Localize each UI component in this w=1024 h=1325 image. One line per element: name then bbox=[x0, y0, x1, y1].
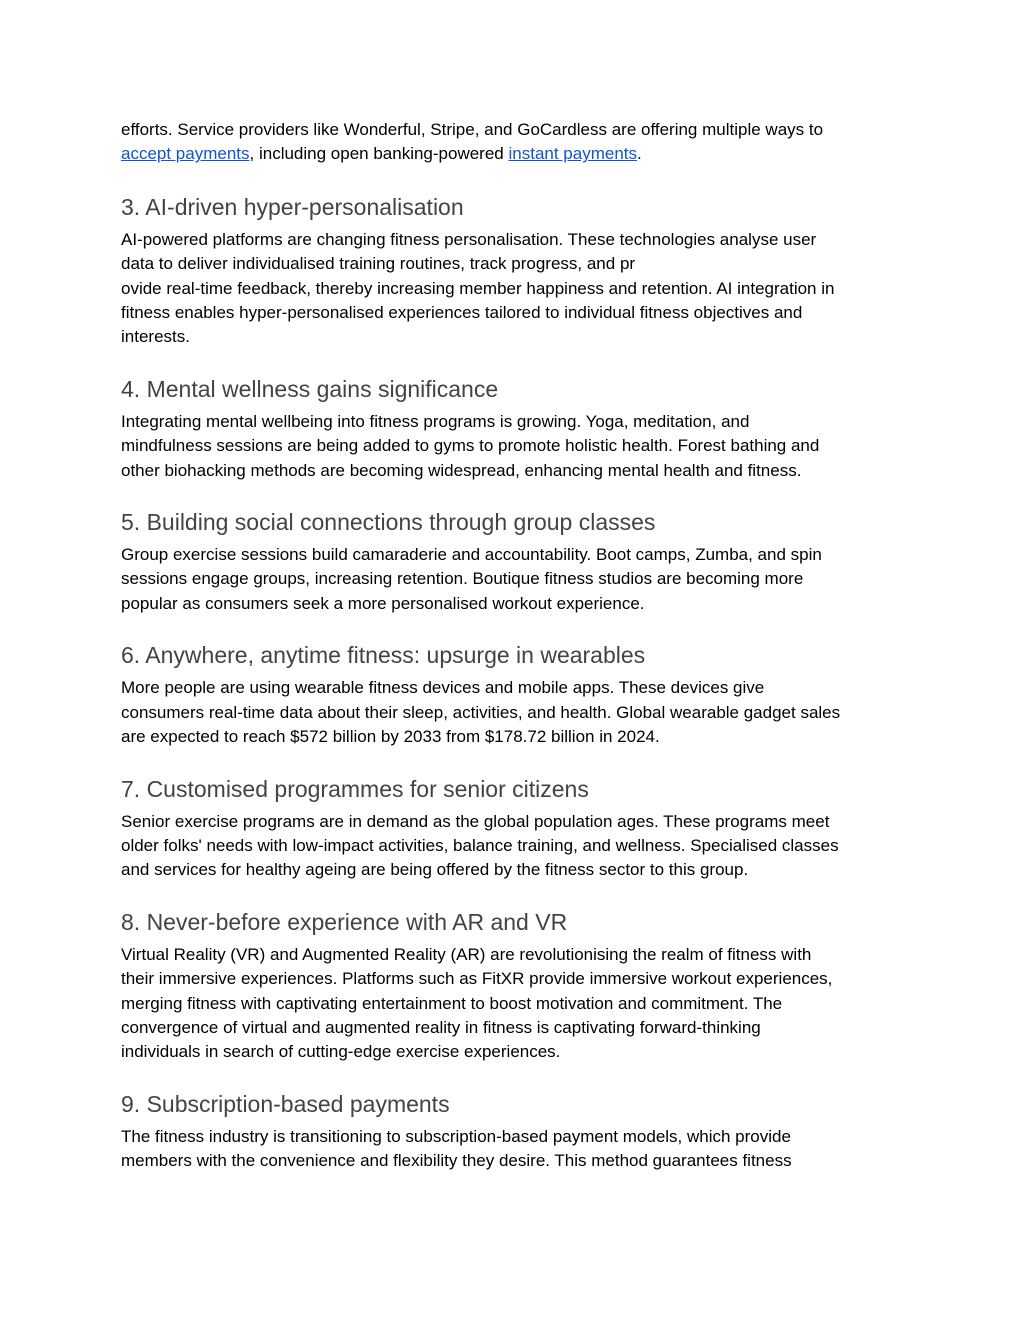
paragraph-line: consumers real-time data about their sleep, activities, and health. Global wearable gadget sales bbox=[121, 702, 841, 722]
paragraph-line: Group exercise sessions build camaraderie and accountability. Boot camps, Zumba, and spin bbox=[121, 545, 822, 565]
paragraph-line: The fitness industry is transitioning to subscription-based payment models, which provide bbox=[121, 1126, 791, 1146]
paragraph-line: and services for healthy ageing are being offered by the fitness sector to this group. bbox=[121, 860, 749, 880]
intro-mid-text: , including open banking-powered bbox=[249, 144, 509, 164]
section-body bbox=[121, 1125, 911, 1174]
paragraph-line: interests. bbox=[121, 327, 190, 347]
paragraph-line: data to deliver individualised training routines, track progress, and pr bbox=[121, 254, 636, 274]
section-heading: 9. Subscription-based payments bbox=[121, 1090, 450, 1117]
section-body bbox=[121, 676, 911, 749]
instant-payments-link[interactable]: instant payments bbox=[508, 144, 637, 164]
paragraph-line: ovide real-time feedback, thereby increasing member happiness and retention. AI integration in bbox=[121, 278, 835, 298]
section-body bbox=[121, 410, 911, 483]
paragraph-line: Senior exercise programs are in demand as the global population ages. These programs meet bbox=[121, 811, 830, 831]
section-wearables bbox=[121, 640, 911, 749]
paragraph-line: members with the convenience and flexibility they desire. This method guarantees fitness bbox=[121, 1151, 792, 1171]
section-senior-citizens bbox=[121, 774, 911, 883]
section-ar-vr bbox=[121, 907, 911, 1065]
intro-end-text: . bbox=[637, 144, 642, 164]
section-body bbox=[121, 543, 911, 616]
section-ai-personalisation bbox=[121, 192, 911, 350]
intro-paragraph bbox=[121, 118, 911, 167]
intro-line-1: efforts. Service providers like Wonderful, Stripe, and GoCardless are offering multiple ways to bbox=[121, 120, 824, 139]
accept-payments-link[interactable]: accept payments bbox=[121, 144, 250, 164]
paragraph-line: Virtual Reality (VR) and Augmented Reality (AR) are revolutionising the realm of fitness with bbox=[121, 944, 812, 964]
section-heading: 5. Building social connections through group classes bbox=[121, 509, 656, 536]
section-subscription-payments bbox=[121, 1089, 911, 1174]
paragraph-line: mindfulness sessions are being added to gyms to promote holistic health. Forest bathing and bbox=[121, 436, 820, 456]
section-heading: 6. Anywhere, anytime fitness: upsurge in wearables bbox=[121, 642, 646, 669]
paragraph-line: fitness enables hyper-personalised experiences tailored to individual fitness objectives and bbox=[121, 303, 803, 323]
paragraph-line: merging fitness with captivating entertainment to boost motivation and commitment. The bbox=[121, 993, 783, 1013]
paragraph-line: are expected to reach $572 billion by 2033 from $178.72 billion in 2024. bbox=[121, 727, 660, 747]
paragraph-line: popular as consumers seek a more personalised workout experience. bbox=[121, 593, 645, 613]
paragraph-line: individuals in search of cutting-edge exercise experiences. bbox=[121, 1042, 561, 1062]
section-heading: 4. Mental wellness gains significance bbox=[121, 375, 499, 402]
paragraph-line: older folks' needs with low-impact activities, balance training, and wellness. Specialised classes bbox=[121, 835, 839, 855]
document-page bbox=[121, 118, 911, 1174]
paragraph-line: Integrating mental wellbeing into fitness programs is growing. Yoga, meditation, and bbox=[121, 411, 750, 431]
section-group-classes bbox=[121, 507, 911, 616]
section-body bbox=[121, 943, 911, 1065]
paragraph-line: other biohacking methods are becoming widespread, enhancing mental health and fitness. bbox=[121, 460, 802, 480]
section-body bbox=[121, 228, 911, 350]
paragraph-line: their immersive experiences. Platforms such as FitXR provide immersive workout experiences, bbox=[121, 969, 833, 989]
section-body bbox=[121, 810, 911, 883]
paragraph-line: convergence of virtual and augmented reality in fitness is captivating forward-thinking bbox=[121, 1017, 761, 1037]
paragraph-line: sessions engage groups, increasing retention. Boutique fitness studios are becoming more bbox=[121, 569, 804, 589]
section-heading: 3. AI-driven hyper-personalisation bbox=[121, 193, 464, 220]
intro-line-2 bbox=[121, 142, 911, 166]
section-heading: 8. Never-before experience with AR and VR bbox=[121, 908, 568, 935]
paragraph-line: More people are using wearable fitness devices and mobile apps. These devices give bbox=[121, 678, 765, 698]
section-mental-wellness bbox=[121, 374, 911, 483]
paragraph-line: AI-powered platforms are changing fitness personalisation. These technologies analyse user bbox=[121, 229, 817, 249]
section-heading: 7. Customised programmes for senior citizens bbox=[121, 775, 589, 802]
